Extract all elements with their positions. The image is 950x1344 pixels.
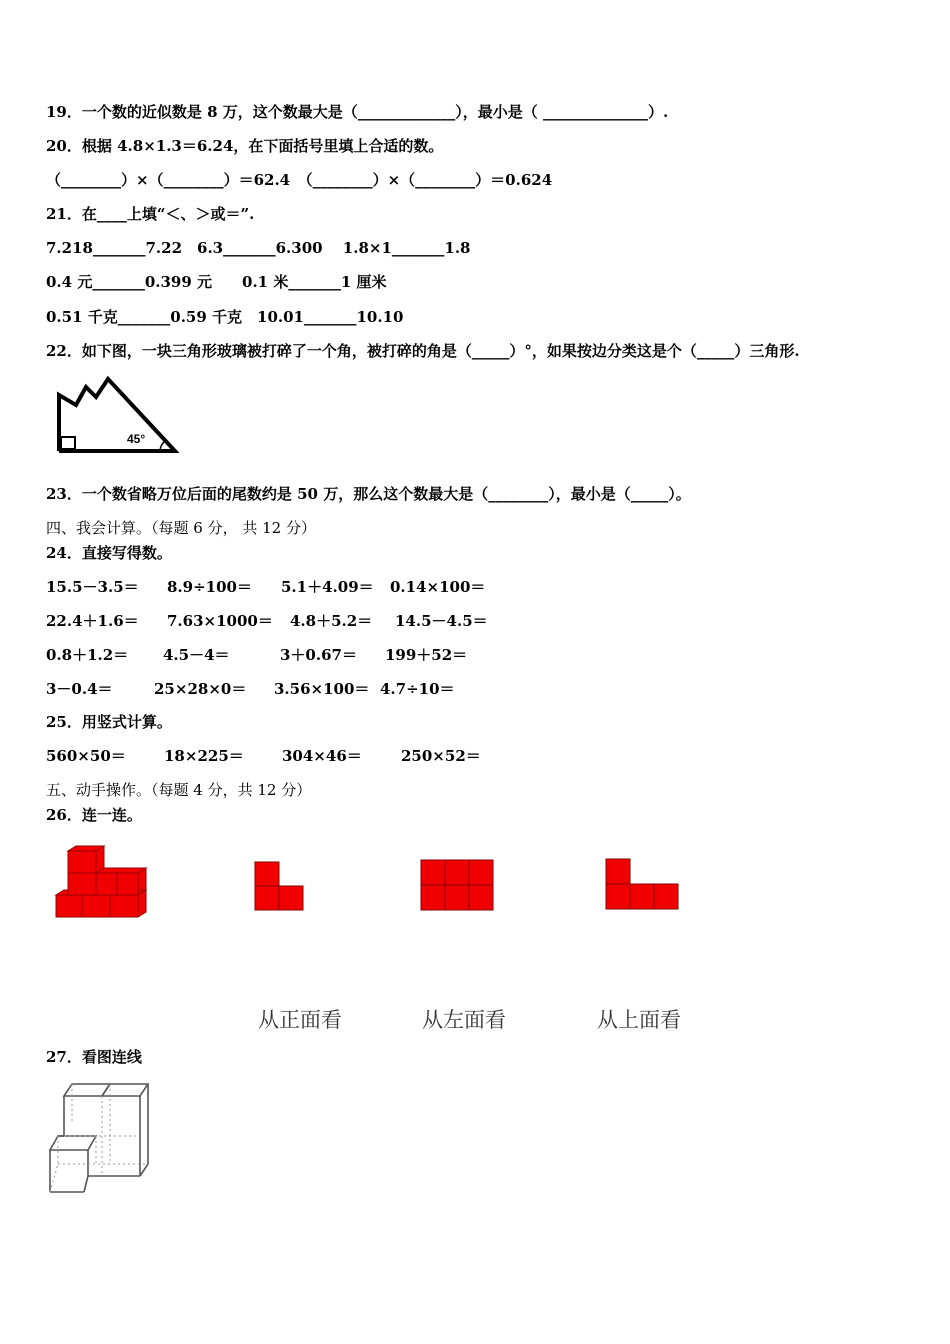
calc-item: 199＋52＝ (385, 646, 468, 664)
question-20: 20．根据 4.8×1.3＝6.24，在下面括号里填上合适的数。 (46, 137, 444, 155)
section-4-heading: 四、我会计算。（每题 6 分， 共 12 分） (46, 519, 316, 537)
calc-item: 4.8＋5.2＝ (290, 612, 373, 630)
question-25: 25．用竖式计算。 (46, 713, 172, 731)
view-shape-rectangle (419, 858, 495, 912)
calc-item: 14.5－4.5＝ (395, 612, 488, 630)
calc-item: 0.14×100＝ (390, 578, 486, 596)
calc-item: 3.56×100＝ (274, 680, 370, 698)
calc-item: 25×28×0＝ (154, 680, 247, 698)
cube-outline-figure (46, 1080, 158, 1198)
view-label-front: 从正面看 (258, 1008, 342, 1032)
question-27: 27．看图连线 (46, 1048, 142, 1066)
broken-triangle-figure (52, 375, 182, 457)
cube-solid-figure (50, 845, 155, 923)
question-21-row-2: 0.4 元_______0.399 元 0.1 米_______1 厘米 (46, 273, 387, 291)
section-5-heading: 五、动手操作。（每题 4 分，共 12 分） (46, 781, 312, 799)
calc-item: 22.4＋1.6＝ (46, 612, 139, 630)
calc-item: 3－0.4＝ (46, 680, 113, 698)
calc-item: 4.7÷10＝ (380, 680, 455, 698)
calc-item: 8.9÷100＝ (167, 578, 252, 596)
calc-item: 5.1＋4.09＝ (281, 578, 374, 596)
vertical-calc-item: 18×225＝ (164, 747, 244, 765)
view-label-left: 从左面看 (422, 1008, 506, 1032)
calc-item: 0.8＋1.2＝ (46, 646, 129, 664)
view-shape-l-small (253, 860, 305, 912)
question-24: 24．直接写得数。 (46, 544, 172, 562)
calc-item: 15.5－3.5＝ (46, 578, 139, 596)
vertical-calc-item: 560×50＝ (46, 747, 126, 765)
question-22: 22．如下图，一块三角形玻璃被打碎了一个角，被打碎的角是（_____）°，如果按边分类这是个（_____）三角形. (46, 342, 800, 360)
calc-item: 3＋0.67＝ (280, 646, 357, 664)
question-21: 21．在____上填“＜、＞或＝”. (46, 205, 255, 223)
question-21-row-1: 7.218_______7.22 6.3_______6.300 1.8×1_______1.8 (46, 239, 471, 257)
right-angle-mark (61, 437, 75, 449)
view-label-top: 从上面看 (597, 1008, 681, 1032)
vertical-calc-item: 250×52＝ (401, 747, 481, 765)
question-20-blanks: （________）×（________）＝62.4 （________）×（________）＝0.624 (46, 171, 553, 189)
angle-label: 45° (127, 432, 146, 446)
question-23: 23．一个数省略万位后面的尾数约是 50 万，那么这个数最大是（________），最小是（_____）。 (46, 485, 691, 503)
view-shape-l-wide (604, 857, 682, 911)
calc-item: 4.5－4＝ (163, 646, 230, 664)
question-21-row-3: 0.51 千克_______0.59 千克 10.01_______10.10 (46, 308, 404, 326)
vertical-calc-item: 304×46＝ (282, 747, 362, 765)
question-26: 26．连一连。 (46, 806, 142, 824)
calc-item: 7.63×1000＝ (167, 612, 273, 630)
question-19: 19．一个数的近似数是 8 万，这个数最大是（_____________），最小是（ ______________）. (46, 103, 669, 121)
